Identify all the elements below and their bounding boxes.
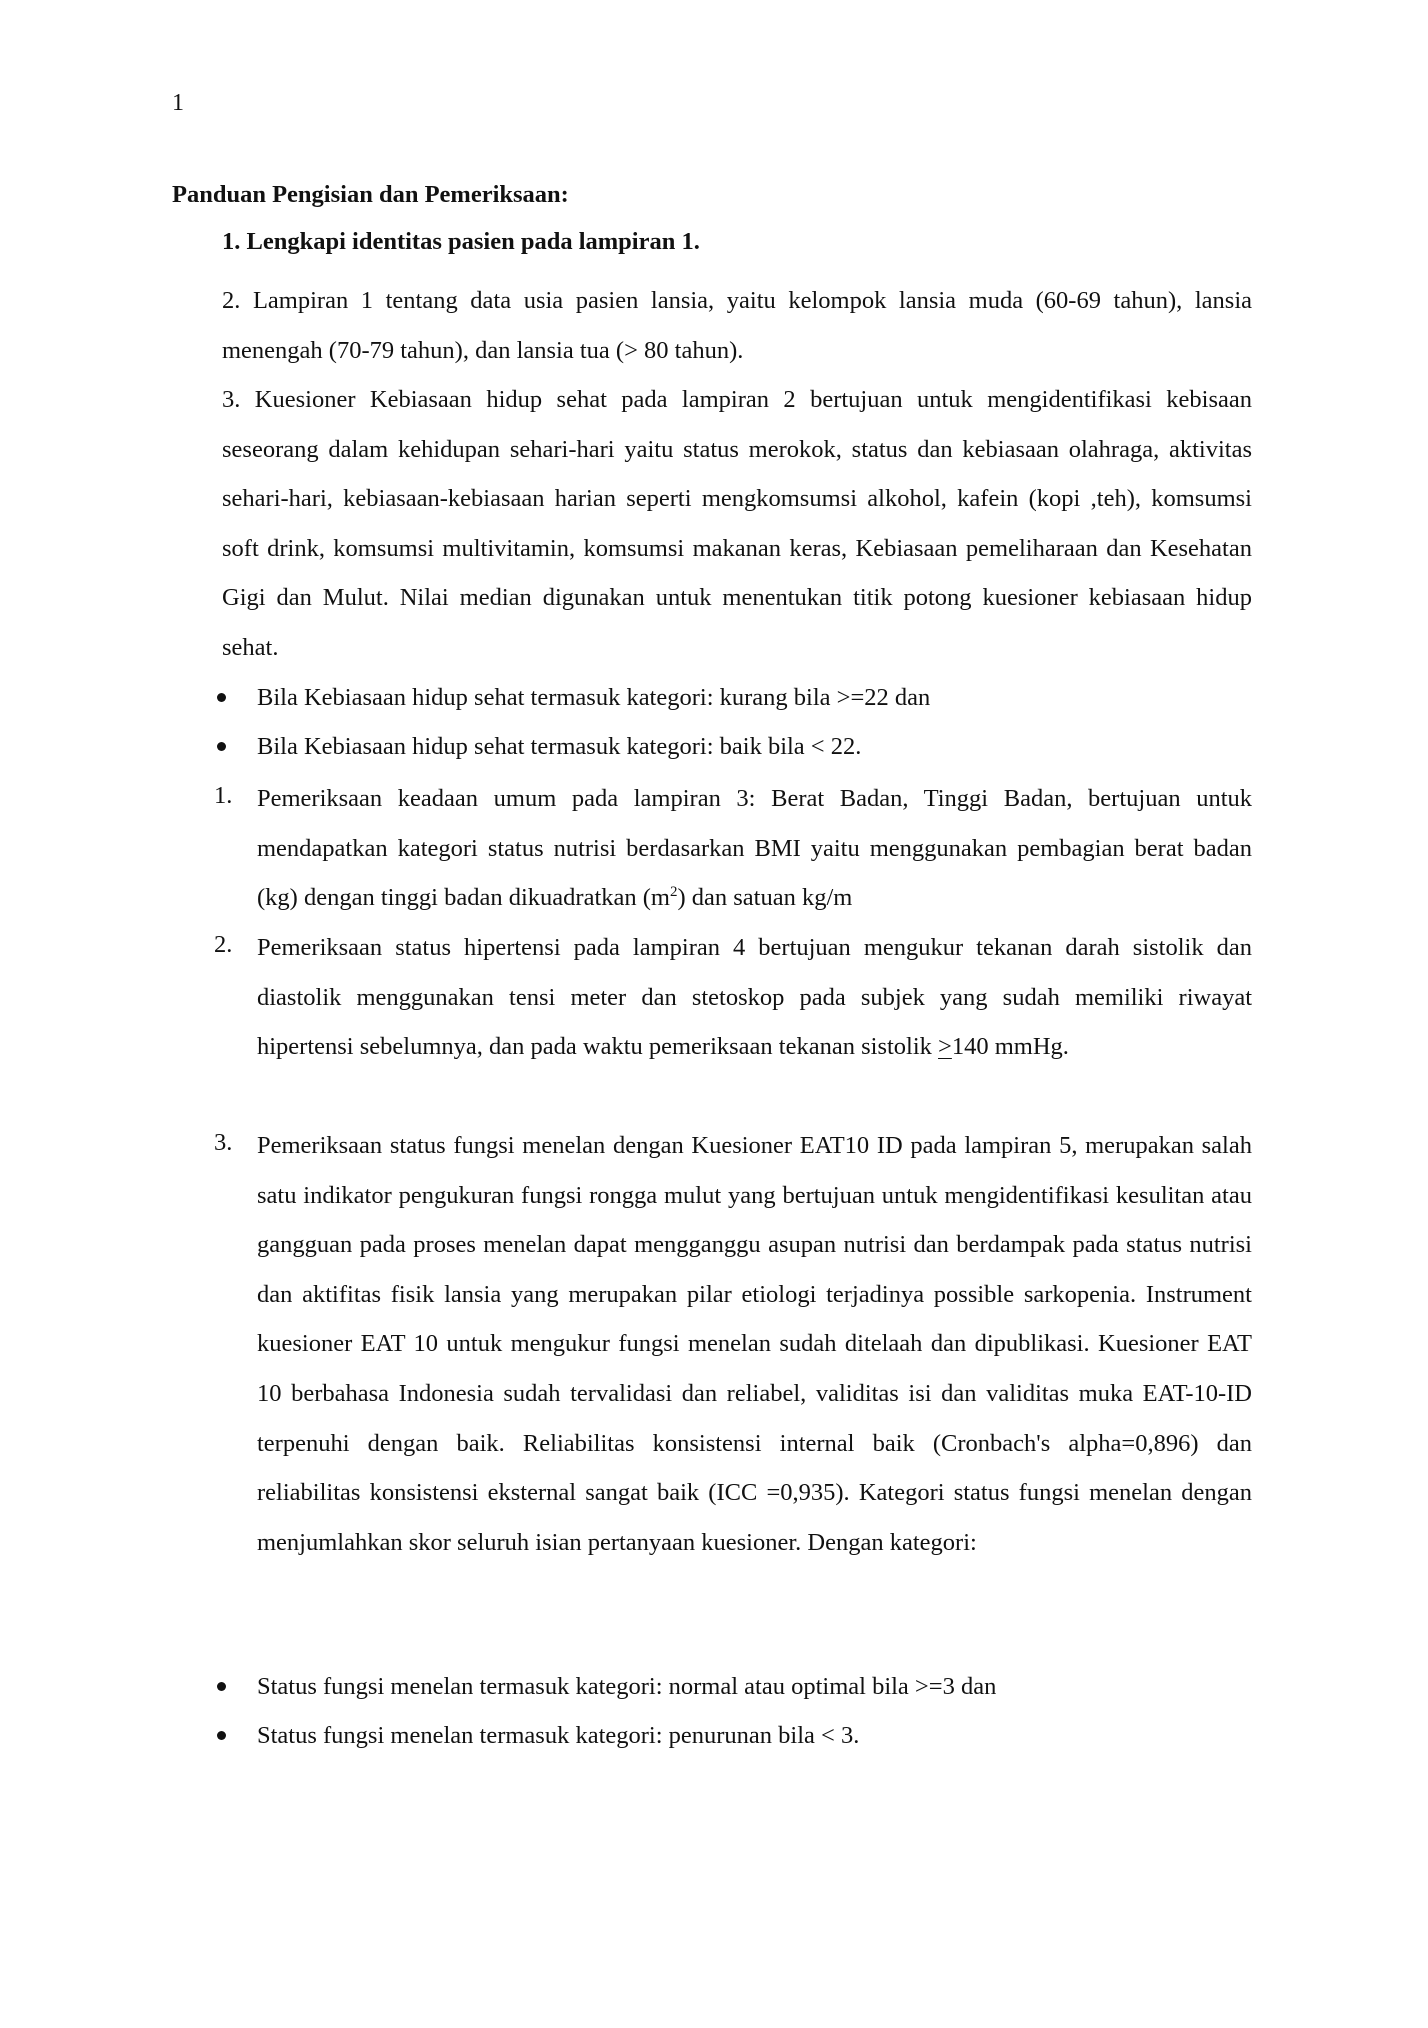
exam-item-2-text-after: 140 mmHg. [951,1033,1069,1061]
exam-item-2 [257,923,1252,1072]
exam-item-1-text: Pemeriksaan keadaan umum pada lampiran 3: Berat Badan, Tinggi Badan, bertujuan untuk mendapatkan kategori status nutrisi berdasarkan BMI yaitu menggunakan pembagian berat badan (kg) dengan tinggi badan dikuadratkan (m [257,785,1252,912]
swallow-bullet-1: Status fungsi menelan termasuk kategori: normal atau optimal bila >=3 dan [257,1673,997,1700]
exam-item-2-text: Pemeriksaan status hipertensi pada lampiran 4 bertujuan mengukur tekanan darah sistolik dan diastolik menggunakan tensi meter dan stetoskop pada subjek yang sudah memiliki riwayat hipertensi sebelumnya, dan pada waktu pemeriksaan tekanan sistolik [257,934,1252,1061]
swallow-bullet-2: Status fungsi menelan termasuk kategori: penurunan bila < 3. [257,1722,860,1749]
bullet-dot [217,693,226,702]
bullet-dot [217,742,226,751]
exam-item-2-underlined-symbol: > [938,1033,952,1061]
intro-item-1: 1. Lengkapi identitas pasien pada lampiran 1. [222,228,700,255]
habit-bullet-1: Bila Kebiasaan hidup sehat termasuk kategori: kurang bila >=22 dan [257,684,931,711]
bullet-dot [217,1731,226,1740]
intro-item-2: 2. Lampiran 1 tentang data usia pasien lansia, yaitu kelompok lansia muda (60-69 tahun), lansia menengah (70-79 tahun), dan lansia tua (> 80 tahun). [222,287,1252,364]
intro-item-3: 3. Kuesioner Kebiasaan hidup sehat pada lampiran 2 bertujuan untuk mengidentifikasi kebisaan seseorang dalam kehidupan sehari-hari yaitu status merokok, status dan kebiasaan olahraga, aktivitas sehari-hari, kebiasaan-kebiasaan harian seperti mengkomsumsi alkohol, kafein (kopi ,teh), komsumsi soft drink, komsumsi multivitamin, komsumsi makanan keras, Kebiasaan pemeliharaan dan Kesehatan Gigi dan Mulut. Nilai median digunakan untuk menentukan titik potong kuesioner kebiasaan hidup sehat. [222,386,1252,661]
page-number: 1 [172,90,184,116]
habit-bullet-2: Bila Kebiasaan hidup sehat termasuk kategori: baik bila < 22. [257,733,862,760]
exam-item-1-number: 1. [214,782,233,809]
bullet-dot [217,1682,226,1691]
document-heading: Panduan Pengisian dan Pemeriksaan: [172,181,569,208]
exam-item-3: Pemeriksaan status fungsi menelan dengan Kuesioner EAT10 ID pada lampiran 5, merupakan salah satu indikator pengukuran fungsi rongga mulut yang bertujuan untuk mengidentifikasi kesulitan atau gangguan pada proses menelan dapat mengganggu asupan nutrisi dan berdampak pada status nutrisi dan aktifitas fisik lansia yang merupakan pilar etiologi terjadinya possible sarkopenia. Instrument kuesioner EAT 10 untuk mengukur fungsi menelan sudah ditelaah dan dipublikasi. Kuesioner EAT 10 berbahasa Indonesia sudah tervalidasi dan reliabel, validitas isi dan validitas muka EAT-10-ID terpenuhi dengan baik. Reliabilitas konsistensi internal baik (Cronbach's alpha=0,896) dan reliabilitas konsistensi eksternal sangat baik (ICC =0,935). Kategori status fungsi menelan dengan menjumlahkan skor seluruh isian pertanyaan kuesioner. Dengan kategori: [257,1132,1252,1556]
exam-item-1-superscript: 2 [669,884,678,901]
exam-item-2-number: 2. [214,931,233,958]
exam-item-3-number: 3. [214,1129,233,1156]
exam-item-1 [257,774,1252,923]
exam-item-1-text-after: ) dan satuan kg/m [677,884,853,912]
